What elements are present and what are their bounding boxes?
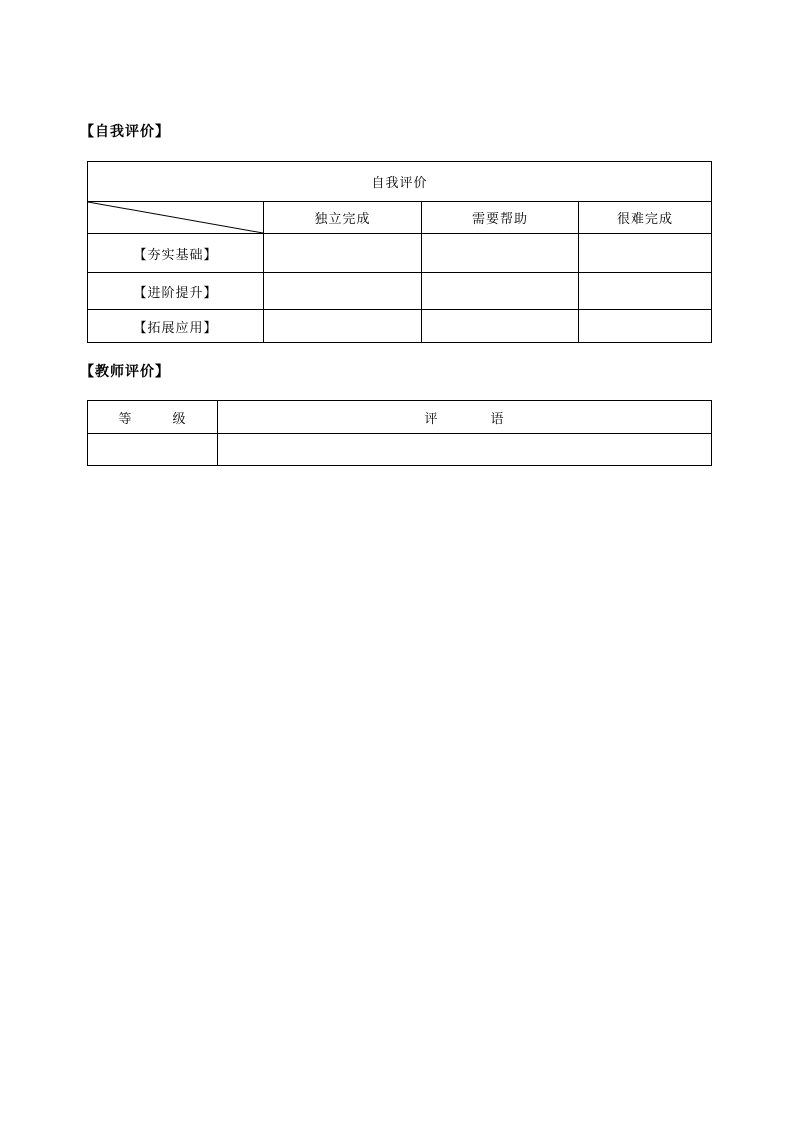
column-header-difficult: 很难完成 [579, 202, 712, 234]
column-header-independent: 独立完成 [264, 202, 422, 234]
row-label-foundation: 【夯实基础】 [88, 234, 264, 273]
column-header-grade [88, 401, 218, 434]
self-evaluation-title: 【自我评价】 [80, 124, 170, 140]
rating-cell[interactable] [264, 273, 422, 310]
diagonal-line [88, 202, 263, 233]
rating-cell[interactable] [579, 234, 712, 273]
teacher-evaluation-title: 【教师评价】 [80, 364, 170, 380]
rating-cell[interactable] [264, 234, 422, 273]
comment-char-1: 评 [424, 411, 439, 427]
grade-char-1: 等 [118, 411, 133, 427]
grade-char-2: 级 [172, 411, 187, 427]
rating-cell[interactable] [264, 310, 422, 343]
rating-cell[interactable] [422, 273, 579, 310]
table-row [88, 273, 712, 310]
row-label-advanced: 【进阶提升】 [88, 273, 264, 310]
teacher-evaluation-table [87, 400, 712, 466]
grade-value-cell[interactable] [88, 434, 218, 466]
rating-cell[interactable] [422, 234, 579, 273]
column-header-comment [218, 401, 712, 434]
comment-value-cell[interactable] [218, 434, 712, 466]
column-header-need-help: 需要帮助 [422, 202, 579, 234]
table-row [88, 234, 712, 273]
comment-char-2: 语 [490, 411, 505, 427]
table-row [88, 310, 712, 343]
table-row [88, 434, 712, 466]
rating-cell[interactable] [422, 310, 579, 343]
row-label-extension: 【拓展应用】 [88, 310, 264, 343]
rating-cell[interactable] [579, 310, 712, 343]
rating-cell[interactable] [579, 273, 712, 310]
self-evaluation-table [87, 161, 712, 343]
self-evaluation-header: 自我评价 [88, 162, 712, 202]
diagonal-corner-cell [88, 202, 264, 234]
